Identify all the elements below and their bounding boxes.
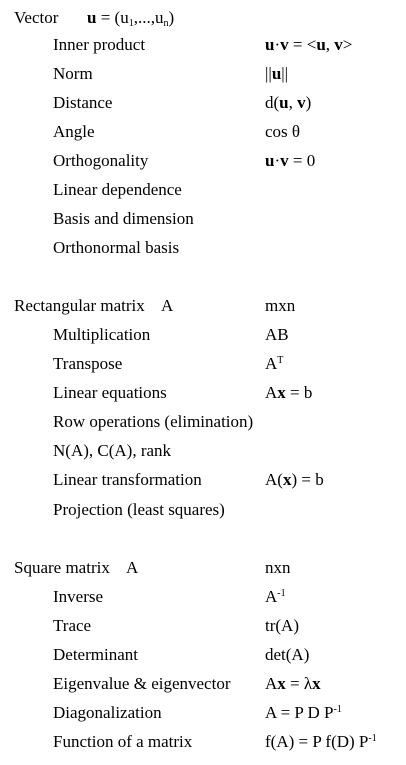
- row-notation: A(x) = b: [265, 470, 324, 489]
- row-notation: cos θ: [265, 122, 301, 141]
- row-label: Determinant: [53, 645, 138, 664]
- row-label: Norm: [53, 64, 93, 83]
- row-label: Linear dependence: [53, 180, 182, 199]
- row-label: Distance: [53, 93, 113, 112]
- rectangular-matrix-header: [0, 293, 406, 319]
- rectangular-matrix-title: Rectangular matrix: [14, 296, 145, 315]
- list-item: [0, 409, 406, 435]
- row-label: Inverse: [53, 587, 104, 606]
- list-item: [0, 206, 406, 232]
- row-notation: det(A): [265, 645, 310, 664]
- row-label: Orthogonality: [53, 151, 149, 170]
- row-notation: tr(A): [265, 616, 299, 635]
- row-label: N(A), C(A), rank: [53, 441, 172, 460]
- list-item: [0, 322, 406, 348]
- row-notation: $A^T$: [265, 354, 284, 373]
- row-label: Multiplication: [53, 325, 151, 344]
- square-matrix-dims: nxn: [265, 558, 291, 577]
- row-label: Basis and dimension: [53, 209, 194, 228]
- square-matrix-header: [0, 555, 406, 581]
- list-item: [0, 642, 406, 668]
- row-label: Linear transformation: [53, 470, 202, 489]
- list-item: [0, 148, 406, 174]
- list-item: [0, 497, 406, 523]
- row-notation: A = P D $P^{-1}$: [265, 703, 342, 722]
- row-notation: Ax = λx: [265, 674, 321, 693]
- list-item: [0, 380, 406, 406]
- row-notation: $A^{-1}$: [265, 587, 286, 606]
- row-label: Diagonalization: [53, 703, 162, 722]
- list-item: [0, 119, 406, 145]
- row-notation: ||u||: [265, 64, 289, 83]
- list-item: [0, 671, 406, 697]
- list-item: [0, 613, 406, 639]
- list-item: [0, 235, 406, 261]
- list-item: [0, 584, 406, 610]
- row-notation: AB: [265, 325, 289, 344]
- vector-symbol: $u = (u_1,...,u_n)$: [87, 8, 175, 29]
- list-item: [0, 351, 406, 377]
- list-item: [0, 467, 406, 493]
- row-label: Angle: [53, 122, 95, 141]
- row-notation: d(u, v): [265, 93, 312, 112]
- row-label: Orthonormal basis: [53, 238, 180, 257]
- vector-title: Vector: [14, 8, 59, 27]
- list-item: [0, 90, 406, 116]
- vector-header: [0, 5, 406, 31]
- row-notation: f(A) = P f(D) $P^{-1}$: [265, 732, 377, 751]
- row-notation: Ax = b: [265, 383, 313, 402]
- row-label: Transpose: [53, 354, 123, 373]
- square-matrix-title: Square matrix: [14, 558, 110, 577]
- row-label: Row operations (elimination): [53, 412, 254, 431]
- row-notation: u·v = <u, v>: [265, 35, 353, 54]
- row-label: Trace: [53, 616, 92, 635]
- row-label: Function of a matrix: [53, 732, 193, 751]
- list-item: [0, 700, 406, 726]
- list-item: [0, 438, 406, 464]
- row-label: Eigenvalue & eigenvector: [53, 674, 231, 693]
- list-item: [0, 32, 406, 58]
- row-notation: u·v = 0: [265, 151, 316, 170]
- list-item: [0, 177, 406, 203]
- square-matrix-symbol: A: [126, 558, 139, 577]
- list-item: [0, 61, 406, 87]
- rectangular-matrix-symbol: A: [161, 296, 174, 315]
- row-label: Inner product: [53, 35, 146, 54]
- row-label: Projection (least squares): [53, 500, 225, 519]
- row-label: Linear equations: [53, 383, 167, 402]
- rectangular-matrix-dims: mxn: [265, 296, 296, 315]
- list-item: [0, 729, 406, 755]
